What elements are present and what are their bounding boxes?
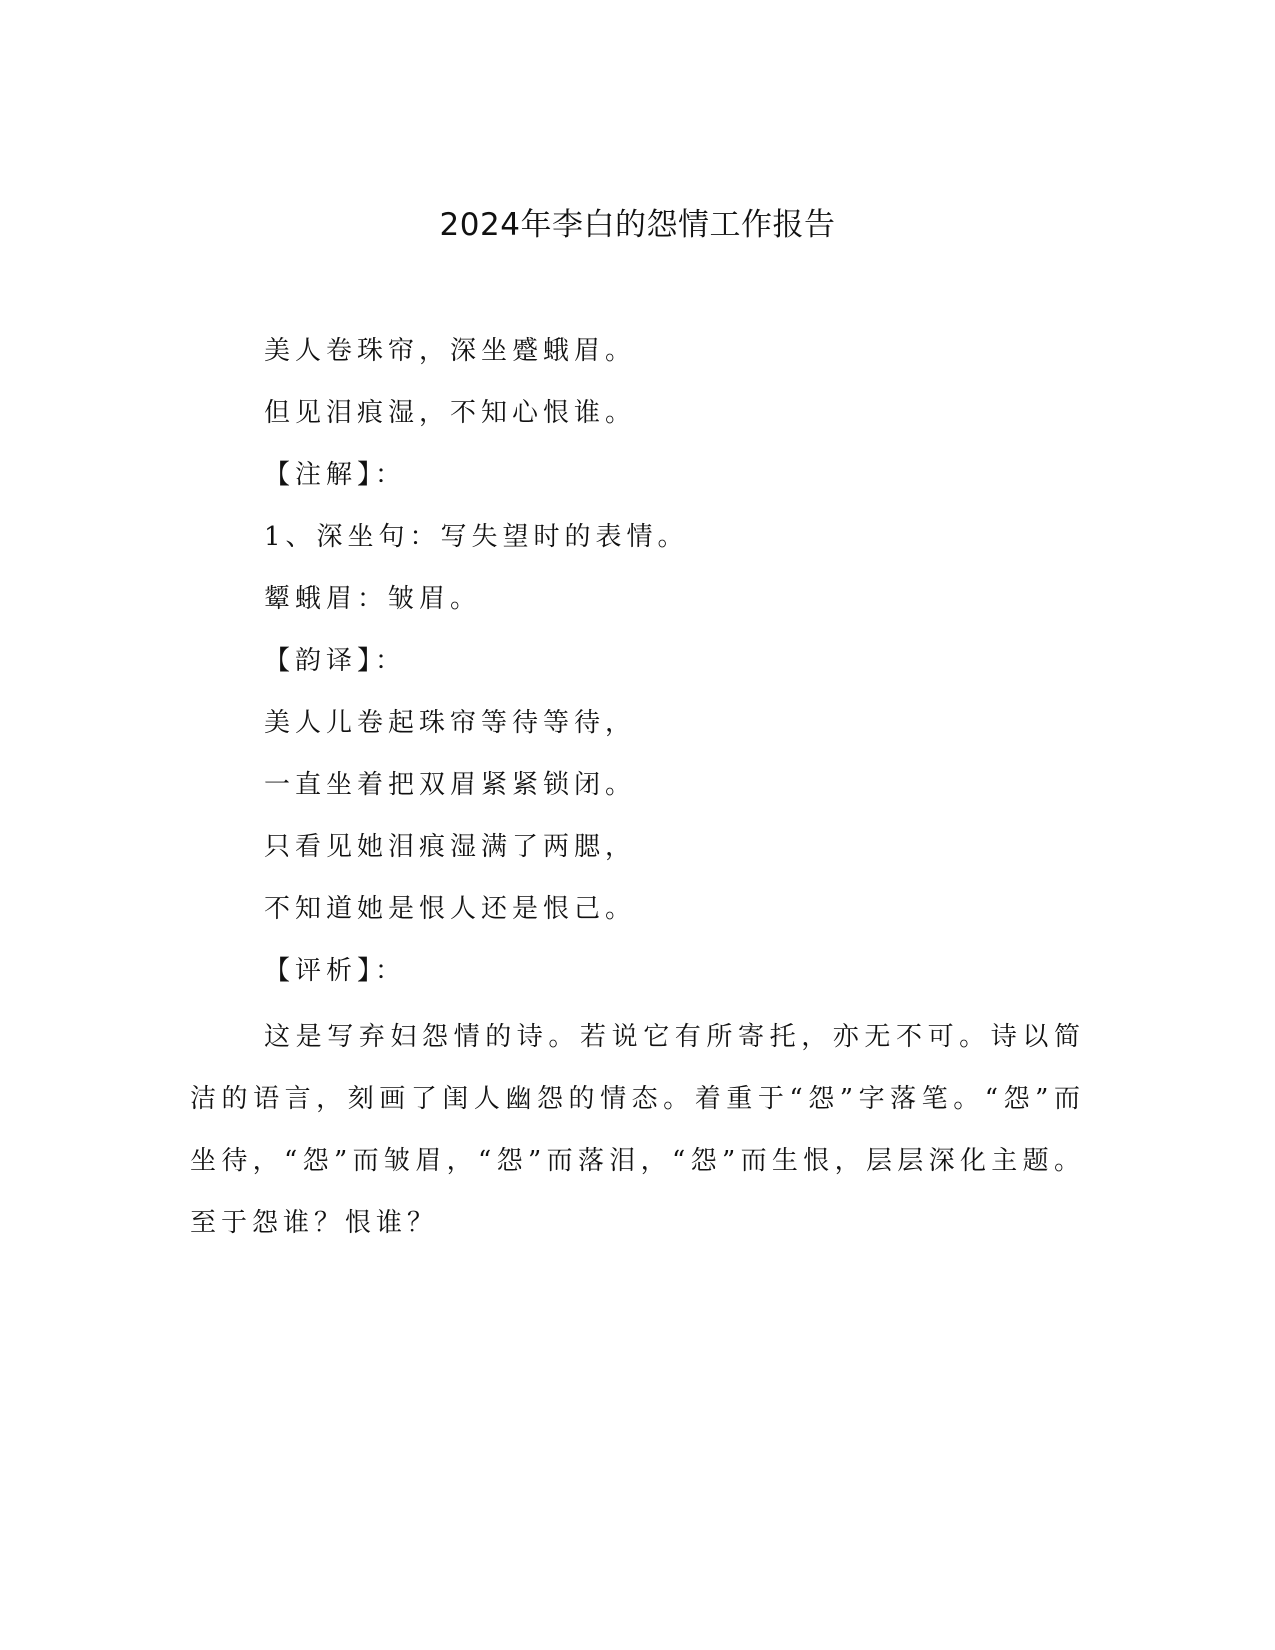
translation-line-4: 不知道她是恨人还是恨己。 (264, 894, 637, 924)
analysis-paragraph: 这是写弃妇怨情的诗。若说它有所寄托，亦无不可。诗以简洁的语言，刻画了闺人幽怨的情态。着重于“怨”字落笔。“怨”而坐待，“怨”而皱眉，“怨”而落泪，“怨”而生恨，层层深化主题。至于怨谁？恨谁？ (190, 1022, 1085, 1238)
translation-line-3: 只看见她泪痕湿满了两腮， (264, 832, 637, 862)
notes-heading: 【注解】： (264, 460, 407, 490)
note-item-2: 颦蛾眉：皱眉。 (264, 584, 482, 614)
note-item-1: 1、深坐句：写失望时的表情。 (264, 522, 689, 552)
translation-line-1: 美人儿卷起珠帘等待等待， (264, 708, 637, 738)
poem-line-2: 但见泪痕湿，不知心恨谁。 (264, 398, 637, 428)
poem-line-1: 美人卷珠帘，深坐蹙蛾眉。 (264, 336, 637, 366)
document-title: 2024年李白的怨情工作报告 (439, 207, 836, 243)
analysis-heading: 【评析】： (264, 956, 407, 986)
document-body (190, 320, 1085, 1254)
translation-heading: 【韵译】： (264, 646, 407, 676)
translation-line-2: 一直坐着把双眉紧紧锁闭。 (264, 770, 637, 800)
